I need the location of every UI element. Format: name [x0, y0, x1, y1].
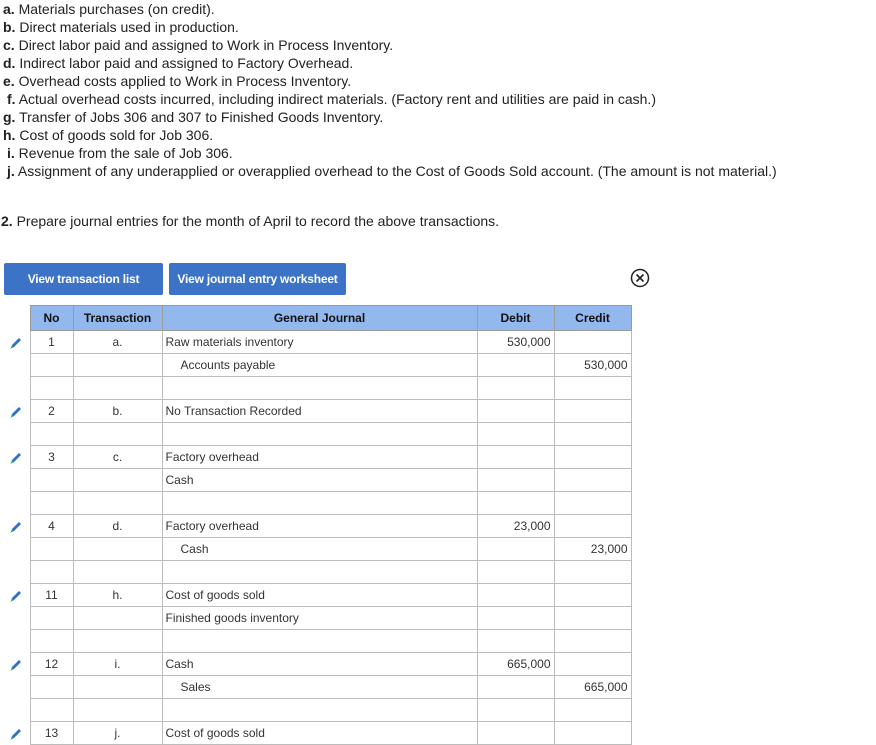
credit-amount	[554, 515, 631, 538]
credit-amount	[554, 377, 631, 400]
debit-amount	[477, 492, 554, 515]
account-name: Raw materials inventory	[162, 331, 477, 354]
credit-amount	[554, 331, 631, 354]
debit-amount	[477, 699, 554, 722]
credit-amount	[554, 584, 631, 607]
credit-amount	[554, 630, 631, 653]
view-transaction-list-button[interactable]: View transaction list	[4, 263, 163, 295]
table-row	[4, 515, 631, 538]
debit-amount	[477, 400, 554, 423]
edit-cell	[4, 607, 30, 630]
debit-amount	[477, 446, 554, 469]
debit-amount	[477, 538, 554, 561]
edit-cell	[4, 699, 30, 722]
account-name	[162, 630, 477, 653]
table-row	[4, 699, 631, 722]
credit-amount	[554, 469, 631, 492]
header-transaction: Transaction	[73, 306, 162, 331]
transaction-letter	[73, 377, 162, 400]
header-no: No	[30, 306, 73, 331]
edit-cell[interactable]	[4, 331, 30, 354]
credit-amount	[554, 400, 631, 423]
edit-cell	[4, 561, 30, 584]
item-h: h. Cost of goods sold for Job 306.	[3, 127, 214, 143]
transaction-letter: i.	[73, 653, 162, 676]
debit-amount	[477, 469, 554, 492]
table-row	[4, 676, 631, 699]
table-row	[4, 653, 631, 676]
pencil-icon	[8, 335, 24, 351]
account-name: Cash	[162, 469, 477, 492]
table-row	[4, 630, 631, 653]
credit-amount: 23,000	[554, 538, 631, 561]
transaction-letter	[73, 423, 162, 446]
table-row	[4, 377, 631, 400]
account-name	[162, 423, 477, 446]
edit-column-header	[4, 306, 30, 331]
account-name: Finished goods inventory	[162, 607, 477, 630]
item-e: e. Overhead costs applied to Work in Process Inventory.	[3, 73, 352, 89]
edit-cell[interactable]	[4, 400, 30, 423]
credit-amount	[554, 653, 631, 676]
account-name	[162, 561, 477, 584]
account-name: Cost of goods sold	[162, 584, 477, 607]
item-b: b. Direct materials used in production.	[3, 19, 239, 35]
debit-amount: 23,000	[477, 515, 554, 538]
edit-cell[interactable]	[4, 446, 30, 469]
edit-cell	[4, 354, 30, 377]
entry-no	[30, 630, 73, 653]
entry-no: 3	[30, 446, 73, 469]
entry-no	[30, 676, 73, 699]
edit-cell	[4, 538, 30, 561]
debit-amount: 665,000	[477, 653, 554, 676]
transaction-letter	[73, 354, 162, 377]
entry-no	[30, 699, 73, 722]
general-journal-table	[4, 305, 632, 745]
account-name: Cash	[162, 538, 477, 561]
account-name	[162, 699, 477, 722]
credit-amount: 665,000	[554, 676, 631, 699]
table-row	[4, 584, 631, 607]
question-prompt: 2. Prepare journal entries for the month of April to record the above transactions.	[1, 213, 500, 229]
pencil-icon	[8, 450, 24, 466]
entry-no	[30, 538, 73, 561]
transaction-letter: j.	[73, 722, 162, 745]
table-row	[4, 331, 631, 354]
entry-no	[30, 423, 73, 446]
transaction-letter: d.	[73, 515, 162, 538]
transaction-letter	[73, 561, 162, 584]
table-row	[4, 354, 631, 377]
credit-amount	[554, 492, 631, 515]
pencil-icon	[8, 519, 24, 535]
transaction-letter: h.	[73, 584, 162, 607]
entry-no: 11	[30, 584, 73, 607]
item-a: a. Materials purchases (on credit).	[3, 1, 215, 17]
entry-no: 13	[30, 722, 73, 745]
entry-no	[30, 607, 73, 630]
debit-amount	[477, 561, 554, 584]
account-name: Sales	[162, 676, 477, 699]
table-row	[4, 400, 631, 423]
transaction-letter	[73, 469, 162, 492]
table-row	[4, 722, 631, 745]
table-row	[4, 492, 631, 515]
debit-amount	[477, 354, 554, 377]
edit-cell[interactable]	[4, 584, 30, 607]
account-name: Cost of goods sold	[162, 722, 477, 745]
item-c: c. Direct labor paid and assigned to Work in Process Inventory.	[3, 37, 394, 53]
credit-amount	[554, 699, 631, 722]
credit-amount	[554, 607, 631, 630]
entry-no	[30, 377, 73, 400]
account-name	[162, 377, 477, 400]
debit-amount: 530,000	[477, 331, 554, 354]
transaction-letter: a.	[73, 331, 162, 354]
header-credit: Credit	[554, 306, 631, 331]
table-header	[4, 306, 631, 331]
debit-amount	[477, 722, 554, 745]
pencil-icon	[8, 404, 24, 420]
credit-amount	[554, 446, 631, 469]
credit-amount	[554, 423, 631, 446]
account-name: Factory overhead	[162, 446, 477, 469]
account-name	[162, 492, 477, 515]
debit-amount	[477, 607, 554, 630]
edit-cell	[4, 469, 30, 492]
edit-cell	[4, 676, 30, 699]
entry-no: 1	[30, 331, 73, 354]
item-f: f. Actual overhead costs incurred, including indirect materials. (Factory rent and utilities are paid in cash.)	[7, 91, 656, 107]
entry-no: 2	[30, 400, 73, 423]
table-row	[4, 423, 631, 446]
edit-cell[interactable]	[4, 722, 30, 745]
debit-amount	[477, 423, 554, 446]
entry-no: 12	[30, 653, 73, 676]
table-row	[4, 446, 631, 469]
view-journal-entry-worksheet-button[interactable]: View journal entry worksheet	[169, 263, 346, 295]
header-general-journal: General Journal	[162, 306, 477, 331]
transaction-letter: b.	[73, 400, 162, 423]
account-name: Accounts payable	[162, 354, 477, 377]
credit-amount: 530,000	[554, 354, 631, 377]
edit-cell	[4, 492, 30, 515]
transaction-letter	[73, 699, 162, 722]
transaction-descriptions	[3, 0, 777, 180]
table-row	[4, 561, 631, 584]
pencil-icon	[8, 726, 24, 742]
edit-cell	[4, 630, 30, 653]
pencil-icon	[8, 588, 24, 604]
table-row	[4, 469, 631, 492]
table-row	[4, 607, 631, 630]
edit-cell	[4, 377, 30, 400]
entry-no: 4	[30, 515, 73, 538]
item-g: g. Transfer of Jobs 306 and 307 to Finished Goods Inventory.	[3, 109, 384, 125]
pencil-icon	[8, 657, 24, 673]
transaction-letter	[73, 607, 162, 630]
journal-rows	[4, 331, 631, 745]
edit-cell[interactable]	[4, 515, 30, 538]
entry-no	[30, 469, 73, 492]
table-row	[4, 538, 631, 561]
debit-amount	[477, 676, 554, 699]
transaction-letter: c.	[73, 446, 162, 469]
close-icon[interactable]	[630, 268, 650, 288]
account-name: Factory overhead	[162, 515, 477, 538]
edit-cell	[4, 423, 30, 446]
transaction-letter	[73, 492, 162, 515]
debit-amount	[477, 377, 554, 400]
entry-no	[30, 492, 73, 515]
item-d: d. Indirect labor paid and assigned to Factory Overhead.	[3, 55, 354, 71]
transaction-letter	[73, 538, 162, 561]
item-j: j. Assignment of any underapplied or overapplied overhead to the Cost of Goods Sold account. (The amount is not material.)	[7, 163, 777, 179]
debit-amount	[477, 584, 554, 607]
account-name: No Transaction Recorded	[162, 400, 477, 423]
entry-no	[30, 561, 73, 584]
credit-amount	[554, 722, 631, 745]
transaction-letter	[73, 630, 162, 653]
entry-no	[30, 354, 73, 377]
item-i: i. Revenue from the sale of Job 306.	[7, 145, 233, 161]
account-name: Cash	[162, 653, 477, 676]
debit-amount	[477, 630, 554, 653]
transaction-letter	[73, 676, 162, 699]
credit-amount	[554, 561, 631, 584]
edit-cell[interactable]	[4, 653, 30, 676]
header-debit: Debit	[477, 306, 554, 331]
